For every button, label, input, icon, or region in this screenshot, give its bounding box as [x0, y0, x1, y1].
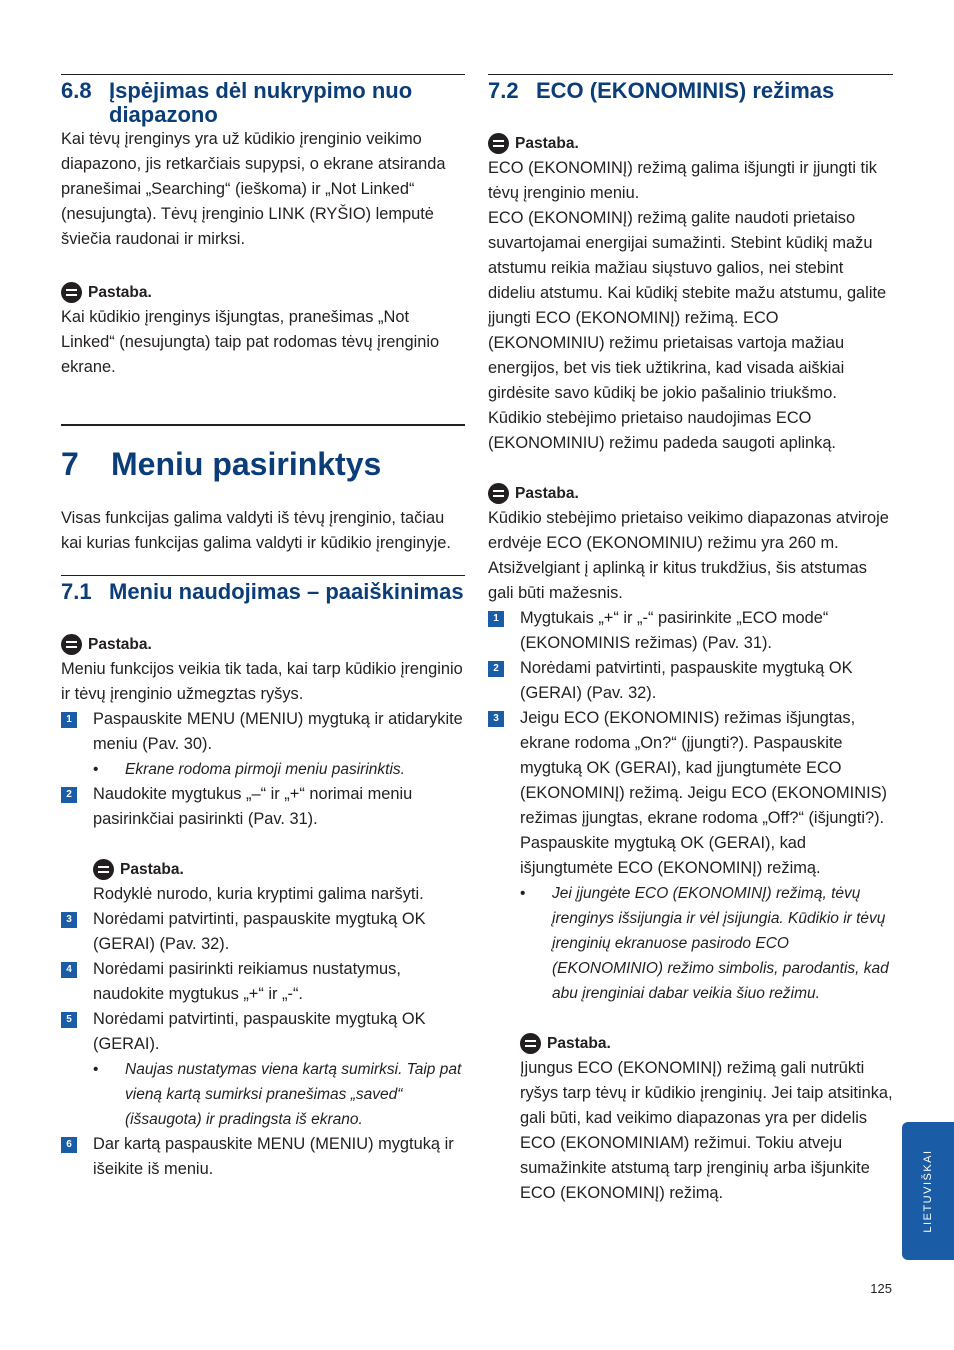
note-heading [93, 857, 465, 882]
note-heading [520, 1031, 893, 1056]
note-text: Meniu funkcijos veikia tik tada, kai tarp kūdikio įrenginio ir tėvų įrenginio užmegztas ryšys. [61, 660, 463, 703]
step-number-badge: 2 [488, 661, 504, 677]
note-icon [61, 282, 82, 303]
chapter-intro: Visas funkcijas galima valdyti iš tėvų įrenginio, tačiau kai kurias funkcijas galima valdyti ir kūdikio įrenginyje. [61, 509, 451, 552]
note-icon [488, 133, 509, 154]
note-text: Kūdikio stebėjimo prietaiso veikimo diapazonas atviroje erdvėje ECO (EKONOMINIU) režimu yra 260 m. Atsižvelgiant į aplinką ir kitus trukdžius, šis atstumas gali būti mažesnis. [488, 509, 889, 602]
note-text: Rodyklė nurodo, kuria kryptimi galima naršyti. [93, 885, 424, 903]
bullet-dot: • [93, 761, 99, 778]
step-bullet [488, 881, 893, 1006]
section-6-8-body: Kai tėvų įrenginys yra už kūdikio įrenginio veikimo diapazono, jis retkarčiais supypsi, o ekrane atsiranda pranešimai „Searching“ (ieškoma) ir „Not Linked“ (nesujungta). Tėvų įrenginio LINK (RYŠIO) lemputė šviečia raudonai ir mirksi. [61, 130, 446, 248]
section-title: ECO (EKONOMINIS) režimas [536, 78, 835, 103]
step-text: Norėdami pasirinkti reikiamus nustatymus, naudokite mygtukus „+“ ir „-“. [93, 960, 401, 1003]
step-text: Jeigu ECO (EKONOMINIS) režimas išjungtas, ekrane rodoma „On?“ (įjungti?). Paspauskite mygtuką OK (GERAI), kad įjungtumėte ECO (EKONOMINĮ) režimą. Jeigu ECO (EKONOMINIS) režimas įjungtas, ekrane rodoma „Off?“ (išjungti?). Paspauskite mygtuką OK (GERAI), kad išjungtumėte ECO (EKONOMINĮ) režimą. [520, 709, 888, 877]
step-number-badge: 3 [488, 711, 504, 727]
step-bullet [61, 757, 465, 782]
step-text: Paspauskite MENU (MENIU) mygtuką ir atidarykite meniu (Pav. 30). [93, 710, 463, 753]
step-item [488, 706, 893, 881]
section-number: 7.1 [61, 579, 92, 604]
note-icon [520, 1033, 541, 1054]
chapter-title: Meniu pasirinktys [111, 446, 382, 482]
step-number-badge: 4 [61, 962, 77, 978]
bullet-dot: • [520, 885, 526, 902]
section-title: Įspėjimas dėl nukrypimo nuo diapazono [109, 78, 413, 127]
note-label: Pastaba. [88, 284, 152, 301]
step-number-badge: 1 [488, 611, 504, 627]
step-item [61, 782, 465, 832]
section-number: 7.2 [488, 78, 519, 103]
step-item [61, 1132, 465, 1182]
step-text: Norėdami patvirtinti, paspauskite mygtuką OK (GERAI) (Pav. 32). [520, 659, 853, 702]
step-text: Dar kartą paspauskite MENU (MENIU) mygtuką ir išeikite iš meniu. [93, 1135, 454, 1178]
step-number-badge: 2 [61, 787, 77, 803]
note-icon [488, 483, 509, 504]
note-heading [61, 280, 465, 305]
note-label: Pastaba. [515, 135, 579, 152]
chapter-number: 7 [61, 446, 79, 482]
note-label: Pastaba. [120, 861, 184, 878]
bullet-text: Naujas nustatymas viena kartą sumirksi. Taip pat vieną kartą sumirksi pranešimas „saved“ (išsaugota) ir pradingsta iš ekrano. [125, 1061, 462, 1128]
section-7-1-heading [61, 576, 465, 604]
page-number: 125 [870, 1281, 892, 1296]
note-label: Pastaba. [547, 1035, 611, 1052]
note-text: Kai kūdikio įrenginys išjungtas, pranešimas „Not Linked“ (nesujungta) taip pat rodomas tėvų įrenginio ekrane. [61, 308, 440, 376]
step-item [61, 957, 465, 1007]
language-label: LIETUVIŠKAI [922, 1149, 934, 1233]
left-column [61, 74, 465, 1182]
step-text: Norėdami patvirtinti, paspauskite mygtuką OK (GERAI) (Pav. 32). [93, 910, 426, 953]
section-6-8-heading [61, 75, 465, 127]
section-7-2-heading [488, 75, 893, 103]
chapter-7-heading [61, 426, 465, 482]
step-item [488, 606, 893, 656]
note-icon [93, 859, 114, 880]
note-heading [61, 632, 465, 657]
note-heading [488, 131, 893, 156]
bullet-text: Jei įjungėte ECO (EKONOMINĮ) režimą, tėvų įrenginys išsijungia ir vėl įsijungia. Kūdikio ir tėvų įrenginių ekranuose pasirodo ECO (EKONOMINIO) režimo simbolis, parodantis, kad abu įrenginiai dabar veikia šiuo režimu. [552, 885, 889, 1002]
section-7-2-body: ECO (EKONOMINĮ) režimą galite naudoti prietaiso suvartojamai energijai sumažinti. Stebint kūdikį mažu atstumu reikia mažiau siųstuvo galios, nei stebint dideliu atstumu. Kai kūdikį stebite mažu atstumu, galite įjungti ECO (EKONOMINĮ) režimą. ECO (EKONOMINIU) režimu prietaisas vartoja mažiau energijos, bet vis tiek užtikrina, kad visada aiškiai girdėsite savo kūdikį be jokio pašalinio triukšmo. Kūdikio stebėjimo prietaiso naudojimas ECO (EKONOMINIU) režimu padeda saugoti aplinką. [488, 209, 887, 452]
bullet-text: Ekrane rodoma pirmoji meniu pasirinktis. [125, 761, 405, 778]
step-text: Norėdami patvirtinti, paspauskite mygtuką OK (GERAI). [93, 1010, 426, 1053]
note-text: ECO (EKONOMINĮ) režimą galima išjungti ir įjungti tik tėvų įrenginio meniu. [488, 159, 877, 202]
note-icon [61, 634, 82, 655]
step-number-badge: 6 [61, 1137, 77, 1153]
section-title: Meniu naudojimas – paaiškinimas [109, 579, 464, 604]
right-column [488, 74, 893, 1206]
step-number-badge: 1 [61, 712, 77, 728]
step-text: Naudokite mygtukus „–“ ir „+“ norimai meniu pasirinkčiai pasirinkti (Pav. 31). [93, 785, 413, 828]
note-label: Pastaba. [515, 485, 579, 502]
step-item [61, 1007, 465, 1057]
step-number-badge: 3 [61, 912, 77, 928]
bullet-dot: • [93, 1061, 99, 1078]
step-text: Mygtukais „+“ ir „-“ pasirinkite „ECO mode“ (EKONOMINIS režimas) (Pav. 31). [520, 609, 829, 652]
note-label: Pastaba. [88, 636, 152, 653]
step-number-badge: 5 [61, 1012, 77, 1028]
step-item [61, 907, 465, 957]
note-text: Įjungus ECO (EKONOMINĮ) režimą gali nutrūkti ryšys tarp tėvų ir kūdikio įrenginių. Jei taip atsitinka, gali būti, kad veikimo diapazonas yra per didelis ECO (EKONOMINIAM) režimui. Tokiu atveju sumažinkite atstumą tarp įrenginių arba išjunkite ECO (EKONOMINĮ) režimą. [520, 1059, 893, 1202]
step-item [488, 656, 893, 706]
step-bullet [61, 1057, 465, 1132]
step-item [61, 707, 465, 757]
section-number: 6.8 [61, 78, 92, 103]
language-side-tab [902, 1122, 954, 1260]
note-heading [488, 481, 893, 506]
